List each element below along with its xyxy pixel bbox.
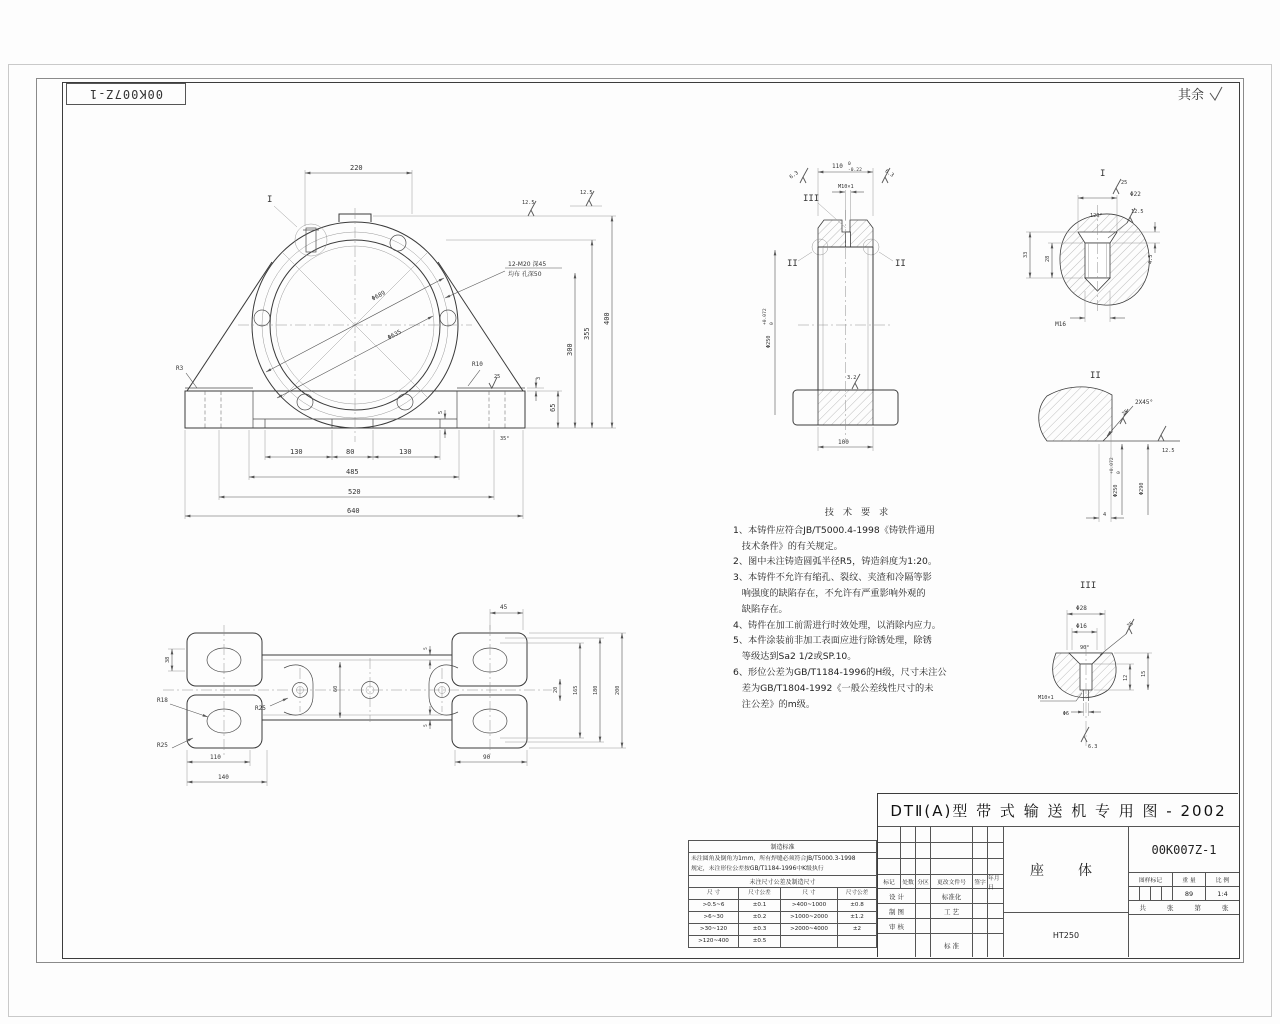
stamp-header-weight: 重 量 [1173, 873, 1206, 887]
mfg-cell: ±0.2 [739, 912, 781, 924]
thread-note-line1: 12-M20 深45 [508, 261, 547, 268]
rev-empty-cell [916, 859, 931, 875]
stamp-header-mark: 图样标记 [1129, 873, 1173, 887]
sig-empty [973, 919, 988, 934]
title-block [877, 793, 1238, 957]
mfg-note-line1: 未注圆角及倒角为1mm，所有焊缝必须符合JB/T5000.3-1998 [691, 856, 856, 862]
rev-empty-cell [988, 843, 1004, 859]
dim-3: 3 [536, 376, 542, 380]
rev-header-count: 处数 [901, 875, 916, 889]
dim-65: 65 [549, 403, 557, 412]
detail-I-thread-m16: M16 [1055, 321, 1066, 328]
tech-req-line: 1、本铸件应符合JB/T5000.4-1998《铸铁件通用 [733, 524, 935, 536]
tech-req-line: 响强度的缺陷存在，不允许有严重影响外观的 [733, 587, 926, 599]
label-standard: 标 准 [931, 934, 973, 957]
dim-60: 60 [333, 685, 339, 692]
rev-empty-cell [901, 859, 916, 875]
technical-requirements [733, 505, 983, 712]
detail-I-dim-4.5: 4.5 [1148, 254, 1154, 264]
dim-220: 220 [350, 164, 363, 172]
mfg-col-header: 尺寸公差 [739, 888, 781, 900]
section-ref-III: III [803, 194, 820, 204]
detail-II-bore-tol-dn: 0 [1117, 471, 1122, 474]
dim-140: 140 [218, 774, 229, 781]
rev-empty-cell [973, 859, 988, 875]
rev-empty-cell [973, 843, 988, 859]
sig-empty [988, 904, 1004, 919]
stamp-header-scale: 比 例 [1206, 873, 1239, 887]
mfg-cell: ±0.8 [838, 900, 876, 912]
dim-110-cap: 110 [832, 163, 843, 170]
sig-empty [931, 919, 973, 934]
detail-view-II [1039, 371, 1180, 522]
detail-III-finish-25: 25 [1126, 620, 1135, 630]
corner-reference-text: 00K007Z-1 [88, 87, 164, 101]
rev-empty-cell [878, 859, 901, 875]
mfg-cell [838, 936, 876, 947]
section-view [762, 161, 906, 451]
tech-req-line: 等级达到Sa2 1/2或SP.10。 [733, 651, 857, 663]
sig-empty [916, 889, 931, 904]
dim-5-bottom: 5 [424, 724, 429, 727]
dim-90: 90 [483, 754, 491, 761]
detail-I-finish-12.5: 12.5 [1131, 209, 1144, 215]
sheet-no-label: 第 [1194, 904, 1201, 912]
mfg-table-notes [689, 853, 876, 876]
mfg-cell: ±2 [838, 924, 876, 936]
tech-req-line: 缺陷存在。 [733, 603, 788, 615]
detail-I-dim-28: 28 [1045, 255, 1051, 262]
label-standardization: 标准化 [931, 889, 973, 904]
rev-empty-cell [878, 827, 901, 843]
tech-req-line: 5、本件涂装前非加工表面应进行除锈处理，除锈 [733, 635, 932, 647]
detail-III-finish-6.3: 6.3 [1088, 744, 1098, 750]
dia-635: Φ635 [386, 328, 403, 342]
finish-25-front: 25 [494, 374, 501, 380]
detail-III-dia-28: Φ28 [1076, 605, 1087, 612]
dim-200: 200 [615, 685, 621, 695]
dim-20: 20 [553, 686, 559, 693]
tech-req-line: 2、图中未注铸造圆弧半径R5，铸造斜度为1:20。 [733, 556, 938, 568]
dim-520: 520 [348, 488, 361, 496]
radius-r25-a: R25 [157, 742, 168, 749]
angle-35: 35° [500, 436, 510, 442]
sig-empty [988, 919, 1004, 934]
detail-III-dim-12: 12 [1123, 674, 1129, 681]
mfg-table-subheader: 未注尺寸公差及制造尺寸 [689, 876, 876, 888]
sheet-total-label: 共 [1139, 904, 1146, 912]
label-drafting: 制 图 [878, 904, 916, 919]
tech-req-line: 4、铸件在加工前需进行时效处理，以消除内应力。 [733, 619, 941, 631]
tech-req-line: 3、本铸件不允许有缩孔、裂纹、夹渣和冷隔等影 [733, 572, 932, 584]
dim-130-left: 130 [290, 448, 303, 456]
sheet-unit-label: 张 [1222, 904, 1229, 912]
detail-III-dia-6: Φ6 [1062, 711, 1069, 717]
detail-II-title: II [1090, 371, 1101, 381]
bore-tol-lower: 0 [770, 322, 775, 325]
dim-355: 355 [583, 327, 591, 340]
sig-empty [988, 934, 1004, 957]
dim-100: 100 [838, 439, 849, 446]
rev-empty-cell [878, 843, 901, 859]
rev-header-docno: 更改文件号 [931, 875, 973, 889]
rev-header-mark: 标记 [878, 875, 901, 889]
mfg-cell [781, 936, 838, 947]
dim-180: 180 [593, 685, 599, 695]
sig-empty [916, 934, 931, 957]
detail-II-finish-12.5: 12.5 [1162, 448, 1175, 454]
detail-III-dia-16: Φ16 [1076, 623, 1087, 630]
radius-r3: R3 [176, 365, 184, 372]
rev-empty-cell [916, 843, 931, 859]
tech-req-line: 差为GB/T1804-1992《一般公差线性尺寸的未 [733, 682, 934, 694]
mfg-cell: >120~400 [689, 936, 739, 947]
rev-empty-cell [916, 827, 931, 843]
sig-empty [973, 889, 988, 904]
mfg-col-header: 尺 寸 [781, 888, 838, 900]
dim-45: 45 [500, 604, 508, 611]
stamp-sub-cell [1140, 887, 1151, 901]
dim-400: 400 [603, 312, 611, 325]
mfg-tolerance-grid [689, 888, 876, 947]
radius-r25-b: R25 [255, 705, 266, 712]
label-check: 审 核 [878, 919, 916, 934]
detail-view-I [1023, 169, 1160, 328]
stamp-sub-cell [1129, 887, 1140, 901]
rev-empty-cell [973, 827, 988, 843]
stamp-sub-cell [1151, 887, 1162, 901]
mfg-cell: ±0.1 [739, 900, 781, 912]
rev-empty-cell [931, 843, 973, 859]
finish-6.3-right: 6.3 [883, 168, 895, 179]
label-design: 设 计 [878, 889, 916, 904]
finish-6.3-left: 6.3 [788, 170, 800, 181]
rev-header-date: 年月日 [988, 875, 1004, 889]
sig-empty [878, 934, 916, 957]
surface-note-label: 其余 [1178, 88, 1205, 103]
dim-38: 38 [165, 656, 171, 663]
dim-5-top: 5 [424, 647, 429, 650]
drawing-series-title: DTⅡ(A)型 带 式 输 送 机 专 用 图 - 2002 [878, 794, 1239, 827]
dim-80: 80 [346, 448, 355, 456]
detail-II-dia-290: Φ290 [1139, 482, 1145, 495]
dia-689: Φ689 [370, 289, 387, 303]
finish-12.5-a: 12.5 [522, 200, 535, 206]
mfg-cell: >6~30 [689, 912, 739, 924]
scale-value: 1:4 [1206, 887, 1239, 901]
mfg-cell: ±1.2 [838, 912, 876, 924]
finish-12.5-b: 12.5 [580, 190, 593, 196]
mfg-cell: ±0.5 [739, 936, 781, 947]
detail-II-bore-tol-up: +0.072 [1110, 457, 1115, 474]
detail-I-angle-120: 120° [1090, 213, 1103, 219]
finish-3.2: 3.2 [847, 375, 857, 381]
mfg-col-header: 尺 寸 [689, 888, 739, 900]
hole-callout-m10x1: M10×1 [838, 184, 854, 190]
detail-III-angle-90: 90° [1080, 645, 1090, 651]
manufacturing-standard-table [688, 840, 877, 948]
mfg-note-line2: 规定，未注形位公差按GB/T1184-1996中K级执行 [691, 866, 824, 872]
thread-note-line2: 均布 孔深50 [508, 271, 542, 278]
tech-req-title: 技 术 要 求 [824, 507, 892, 518]
label-process: 工 艺 [931, 904, 973, 919]
bore-tol-upper: +0.072 [763, 308, 768, 325]
rev-empty-cell [901, 843, 916, 859]
sig-empty [973, 934, 988, 957]
mfg-cell: >30~120 [689, 924, 739, 936]
detail-view-III [1038, 581, 1152, 750]
detail-II-finish-25: 25 [1121, 408, 1130, 418]
bore-dia-250: Φ250 [766, 335, 772, 348]
mfg-cell: >2000~4000 [781, 924, 838, 936]
detail-III-dim-15: 15 [1141, 670, 1147, 677]
rev-header-zone: 分区 [916, 875, 931, 889]
detail-II-bore-250: Φ250 [1113, 484, 1119, 497]
dim-110: 110 [210, 754, 221, 761]
sig-empty [988, 889, 1004, 904]
section-ref-II-right: II [895, 259, 906, 269]
sig-empty [916, 919, 931, 934]
rev-empty-cell [931, 859, 973, 875]
section-ref-II-left: II [787, 259, 798, 269]
mfg-col-header: 尺寸公差 [838, 888, 876, 900]
dim-485: 485 [346, 468, 359, 476]
detail-I-dia-22: Φ22 [1130, 191, 1141, 198]
sheet-unit-label: 张 [1167, 904, 1174, 912]
mfg-table-title: 制造标准 [689, 841, 876, 853]
sig-empty [916, 904, 931, 919]
detail-I-finish-25: 25 [1121, 180, 1128, 186]
mfg-cell: >1000~2000 [781, 912, 838, 924]
dim-300: 300 [566, 343, 574, 356]
detail-I-dim-33: 33 [1023, 251, 1029, 258]
detail-II-chamfer: 2X45° [1135, 399, 1154, 406]
sheet-count-row [1129, 901, 1239, 915]
material: HT250 [1004, 913, 1129, 957]
sig-empty [973, 904, 988, 919]
dim-5: 5 [438, 410, 444, 414]
tech-req-line: 6、形位公差为GB/T1184-1996的H级，尺寸未注公 [733, 666, 947, 678]
detail-II-dim-4: 4 [1103, 512, 1107, 518]
mfg-cell: ±0.3 [739, 924, 781, 936]
stamp-sub-cell [1162, 887, 1173, 901]
bottom-view [157, 604, 626, 786]
dim-640: 640 [347, 507, 360, 515]
weight-value: 89 [1173, 887, 1206, 901]
mfg-cell: >0.5~6 [689, 900, 739, 912]
detail-I-title: I [1100, 169, 1106, 179]
part-name: 座 体 [1004, 827, 1129, 913]
rev-header-sign: 签字 [973, 875, 988, 889]
radius-r10: R10 [472, 361, 483, 368]
detail-ref-I: I [267, 195, 273, 205]
drawing-number: 00K007Z-1 [1129, 827, 1239, 873]
dim-165: 165 [573, 685, 579, 695]
title-block-empty [1129, 915, 1239, 957]
dim-110-tol-lower: -0.22 [848, 168, 862, 173]
rev-empty-cell [931, 827, 973, 843]
front-view [176, 164, 616, 519]
detail-III-thread-m10x1: M10×1 [1038, 695, 1054, 701]
detail-III-title: III [1080, 581, 1097, 591]
rev-empty-cell [901, 827, 916, 843]
rev-empty-cell [988, 827, 1004, 843]
dim-110-tol-upper: 0 [848, 162, 851, 167]
mfg-cell: >400~1000 [781, 900, 838, 912]
dim-130-right: 130 [399, 448, 412, 456]
tech-req-line: 注公差》的m级。 [733, 698, 816, 710]
tech-req-line: 技术条件》的有关规定。 [733, 540, 843, 552]
radius-r18: R18 [157, 697, 168, 704]
